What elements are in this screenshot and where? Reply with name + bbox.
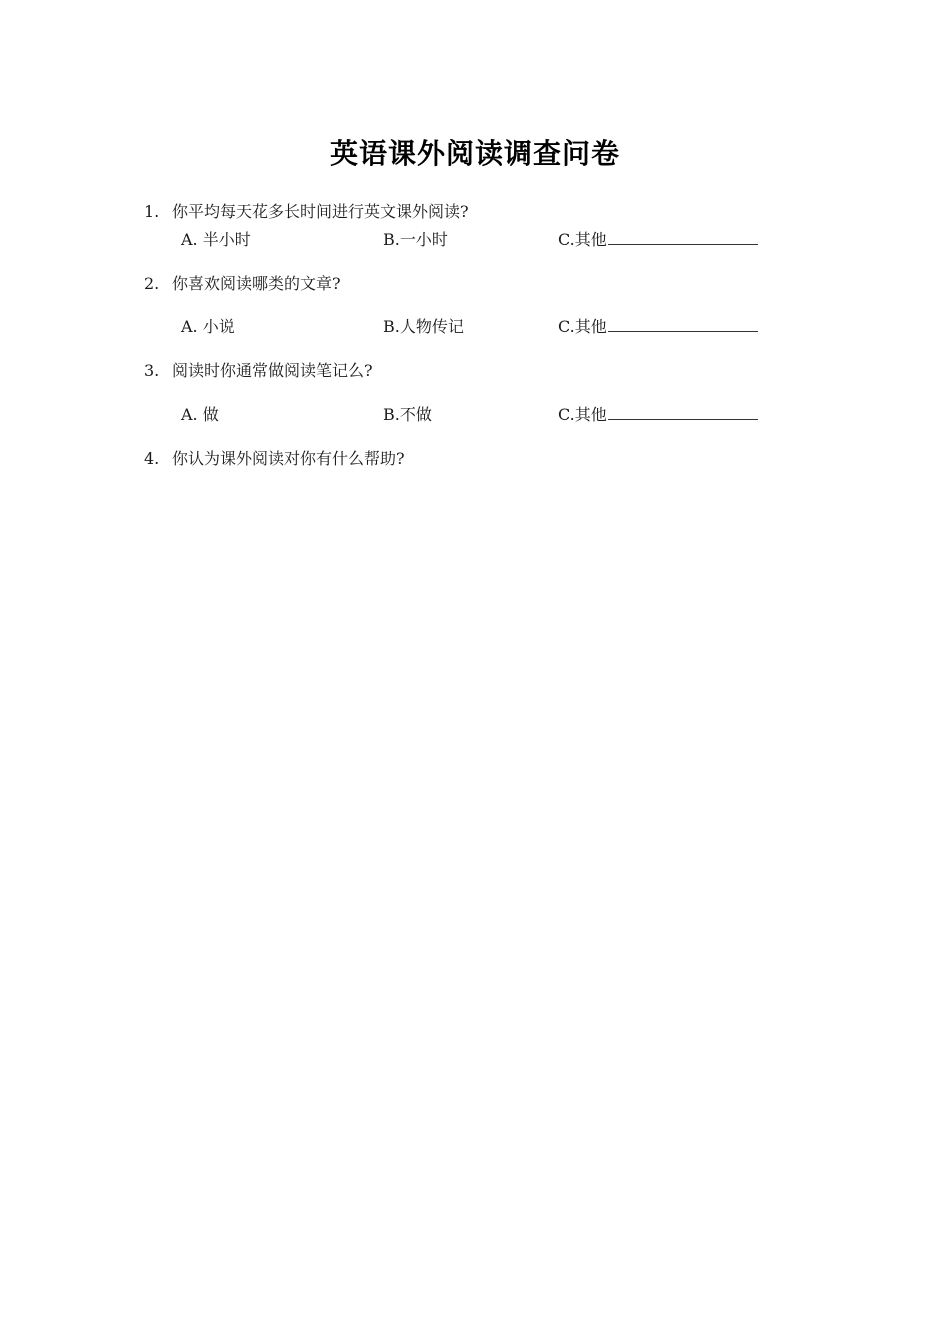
question-3 bbox=[144, 358, 373, 381]
fill-in-blank[interactable] bbox=[608, 316, 758, 332]
option-c bbox=[558, 314, 758, 337]
option-b: B.不做 bbox=[383, 405, 432, 424]
option-b: B.一小时 bbox=[383, 230, 448, 249]
question-number: 4. bbox=[144, 449, 160, 468]
question-number: 2. bbox=[144, 274, 160, 293]
option-a: A. 做 bbox=[181, 405, 219, 424]
question-2 bbox=[144, 271, 341, 294]
option-c bbox=[558, 227, 758, 250]
question-text: 你平均每天花多长时间进行英文课外阅读? bbox=[172, 202, 469, 221]
question-text: 你认为课外阅读对你有什么帮助? bbox=[172, 449, 405, 468]
question-number: 1. bbox=[144, 202, 160, 221]
option-b: B.人物传记 bbox=[383, 317, 464, 336]
option-c bbox=[558, 402, 758, 425]
question-text: 你喜欢阅读哪类的文章? bbox=[172, 274, 341, 293]
option-c-label: C.其他 bbox=[558, 230, 607, 249]
option-a: A. 小说 bbox=[181, 317, 235, 336]
page-title: 英语课外阅读调查问卷 bbox=[329, 137, 620, 170]
option-c-label: C.其他 bbox=[558, 317, 607, 336]
option-a: A. 半小时 bbox=[181, 230, 251, 249]
question-4 bbox=[144, 446, 405, 469]
fill-in-blank[interactable] bbox=[608, 229, 758, 245]
option-c-label: C.其他 bbox=[558, 405, 607, 424]
question-text: 阅读时你通常做阅读笔记么? bbox=[172, 361, 373, 380]
question-number: 3. bbox=[144, 361, 160, 380]
fill-in-blank[interactable] bbox=[608, 404, 758, 420]
question-1 bbox=[144, 199, 469, 222]
